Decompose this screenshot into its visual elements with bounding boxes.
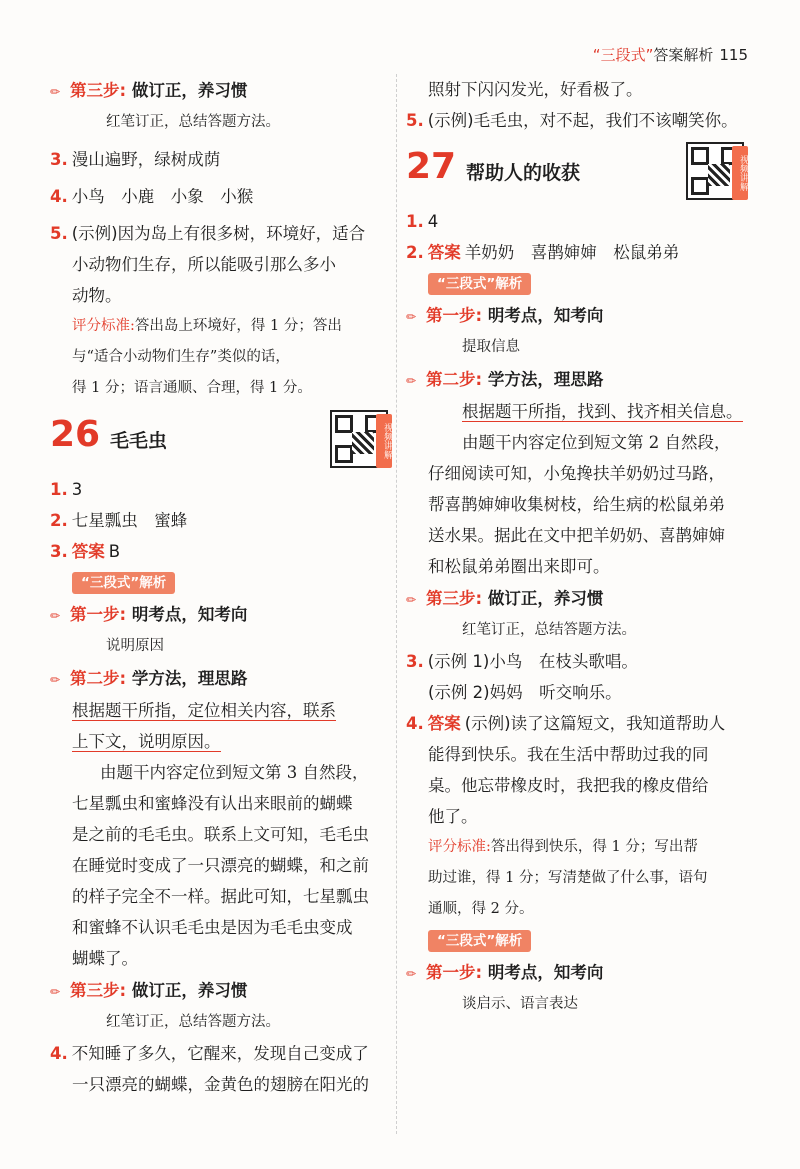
answer-4b: 4. 不知睡了多久，它醒来，发现自己变成了 xyxy=(50,1044,369,1063)
step-one-heading: ✏ 第一步: 明考点，知考向 xyxy=(50,598,396,631)
answer-4-line3: 桌。他忘带橡皮时，我把我的橡皮借给 xyxy=(428,776,709,795)
para-line: 七星瓢虫和蜜蜂没有认出来眼前的蝴蝶 xyxy=(72,794,353,813)
step-two-heading: ✏ 第二步: 学方法，理思路 xyxy=(50,662,396,695)
step-one-heading: ✏ 第一步: 明考点，知考向 xyxy=(406,956,752,989)
step-body: 红笔订正，总结答题方法。 xyxy=(106,114,280,130)
para-line: 由题干内容定位到短文第 3 自然段， xyxy=(100,763,369,782)
answer-5-line3: 动物。 xyxy=(72,286,122,305)
analysis-badge: “三段式”解析 xyxy=(428,273,531,295)
answer-4b-line2: 一只漂亮的蝴蝶，金黄色的翅膀在阳光的 xyxy=(72,1075,369,1094)
pencil-icon: ✏ xyxy=(50,609,61,623)
answer-1: 1. 4 xyxy=(406,212,439,231)
pencil-icon: ✏ xyxy=(50,673,61,687)
answer-4: 4. 答案 (示例)读了这篇短文，我知道帮助人 xyxy=(406,714,726,733)
left-column xyxy=(50,74,396,1100)
para-line: 送水果。据此在文中把羊奶奶、喜鹊婶婶 xyxy=(428,526,725,545)
para-line: 仔细阅读可知，小兔搀扶羊奶奶过马路， xyxy=(428,464,725,483)
continued-line: 照射下闪闪发光，好看极了。 xyxy=(428,80,643,99)
answer-2: 2. 答案 羊奶奶 喜鹊婶婶 松鼠弟弟 xyxy=(406,243,680,262)
scoring-criteria: 评分标准:答出岛上环境好，得 1 分；答出 xyxy=(72,318,342,334)
answer-2: 2. 七星瓢虫 蜜蜂 xyxy=(50,511,188,530)
answer-4-line2: 能得到快乐。我在生活中帮助过我的同 xyxy=(428,745,709,764)
para-line: 帮喜鹊婶婶收集树枝，给生病的松鼠弟弟 xyxy=(428,495,725,514)
step-three-heading: ✏ 第三步: 做订正，养习惯 xyxy=(50,974,396,1007)
answer-4: 4. 小鸟 小鹿 小象 小猴 xyxy=(50,187,254,206)
scoring-line3: 通顺，得 2 分。 xyxy=(428,901,534,917)
step-one-body: 说明原因 xyxy=(106,638,164,654)
lesson-title: 毛毛虫 xyxy=(110,430,168,452)
lesson-27-title xyxy=(406,142,752,200)
answer-5: 5. (示例)毛毛虫，对不起，我们不该嘲笑你。 xyxy=(406,111,738,130)
pencil-icon: ✏ xyxy=(406,967,417,981)
para-line: 和松鼠弟弟圈出来即可。 xyxy=(428,557,610,576)
step-three-body: 红笔订正，总结答题方法。 xyxy=(462,622,636,638)
scoring-line2: 与“适合小动物们生存”类似的话， xyxy=(72,349,290,365)
method-line1: 根据题干所指，找到、找齐相关信息。 xyxy=(462,402,743,421)
step-three-body: 红笔订正，总结答题方法。 xyxy=(106,1014,280,1030)
qr-code-icon[interactable] xyxy=(330,410,392,468)
para-line: 是之前的毛毛虫。联系上文可知，毛毛虫 xyxy=(72,825,369,844)
answer-3: 3. (示例 1)小鸟 在枝头歌唱。 xyxy=(406,652,638,671)
para-line: 蝴蝶了。 xyxy=(72,949,138,968)
qr-code-icon[interactable] xyxy=(686,142,748,200)
pencil-icon: ✏ xyxy=(50,985,61,999)
answer-3b: 3. 答案 B xyxy=(50,542,121,561)
pencil-icon: ✏ xyxy=(406,593,417,607)
method-line1: 根据题干所指，定位相关内容，联系 xyxy=(72,701,336,720)
para-line: 的样子完全不一样。据此可知，七星瓢虫 xyxy=(72,887,369,906)
answer-5-line2: 小动物们生存，所以能吸引那么多小 xyxy=(72,255,336,274)
page-header xyxy=(593,44,748,65)
step-one-heading: ✏ 第一步: 明考点，知考向 xyxy=(406,299,752,332)
pencil-icon: ✏ xyxy=(50,85,61,99)
answer-1: 1. 3 xyxy=(50,480,83,499)
para-line: 在睡觉时变成了一只漂亮的蝴蝶，和之前 xyxy=(72,856,369,875)
lesson-number: 26 xyxy=(50,414,101,455)
column-divider xyxy=(396,74,397,1134)
step-three-heading: ✏ 第三步: 做订正，养习惯 xyxy=(50,74,396,107)
step-one-body: 提取信息 xyxy=(462,339,520,355)
video-tag: 视频讲解 xyxy=(732,146,748,200)
answer-3: 3. 漫山遍野，绿树成荫 xyxy=(50,150,221,169)
answer-3-line2: (示例 2)妈妈 听交响乐。 xyxy=(428,683,622,702)
answer-4-line4: 他了。 xyxy=(428,807,478,826)
page-number: 115 xyxy=(719,46,748,64)
answer-5: 5. (示例)因为岛上有很多树，环境好，适合 xyxy=(50,224,366,243)
scoring-criteria: 评分标准:答出得到快乐，得 1 分；写出帮 xyxy=(428,839,698,855)
para-line: 由题干内容定位到短文第 2 自然段， xyxy=(462,433,731,452)
scoring-line3: 得 1 分；语言通顺、合理，得 1 分。 xyxy=(72,380,312,396)
step-three-heading: ✏ 第三步: 做订正，养习惯 xyxy=(406,582,752,615)
lesson-26-title xyxy=(50,410,396,468)
step-one-body: 谈启示、语言表达 xyxy=(462,996,578,1012)
header-brand: “三段式” xyxy=(592,46,654,64)
pencil-icon: ✏ xyxy=(406,374,417,388)
lesson-title: 帮助人的收获 xyxy=(466,162,581,184)
right-column xyxy=(406,74,752,1020)
method-line2: 上下文，说明原因。 xyxy=(72,732,221,751)
lesson-number: 27 xyxy=(406,146,457,187)
pencil-icon: ✏ xyxy=(406,310,417,324)
analysis-badge: “三段式”解析 xyxy=(428,930,531,952)
scoring-line2: 助过谁，得 1 分；写清楚做了什么事，语句 xyxy=(428,870,708,886)
step-two-heading: ✏ 第二步: 学方法，理思路 xyxy=(406,363,752,396)
analysis-badge: “三段式”解析 xyxy=(72,572,175,594)
para-line: 和蜜蜂不认识毛毛虫是因为毛毛虫变成 xyxy=(72,918,353,937)
video-tag: 视频讲解 xyxy=(376,414,392,468)
header-title: 答案解析 xyxy=(653,46,714,64)
